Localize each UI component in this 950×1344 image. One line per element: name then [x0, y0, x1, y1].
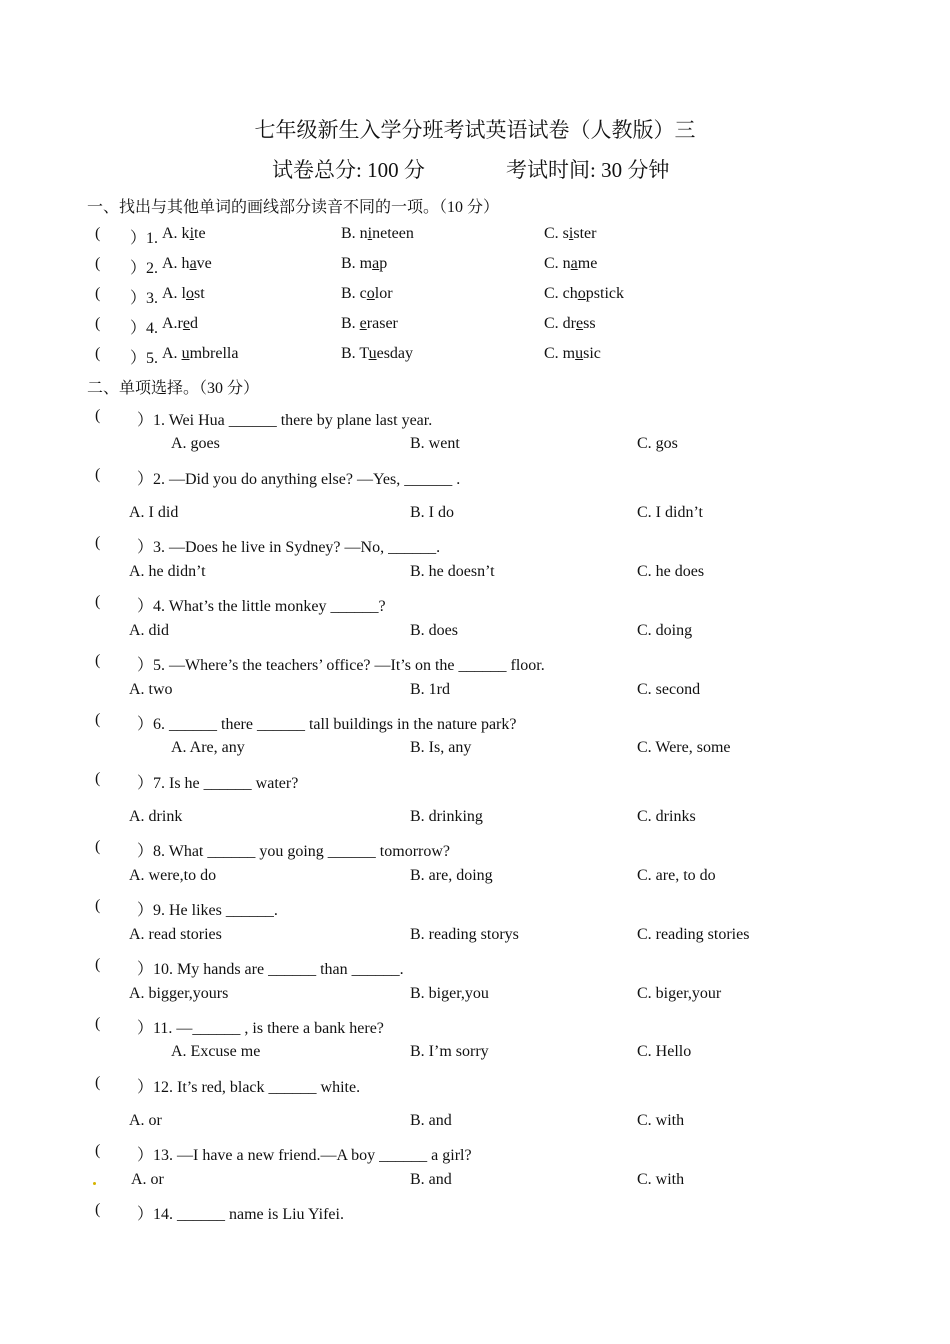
- option-c: C. with: [637, 1112, 685, 1129]
- option-a: A. two: [129, 681, 173, 698]
- question-text: ）14. ______ name is Liu Yifei.: [137, 1206, 344, 1223]
- question-number: ）4.: [130, 320, 159, 337]
- option-c: C. I didn’t: [637, 504, 703, 521]
- option-b: B. nineteen: [341, 225, 414, 242]
- question-text: ）1. Wei Hua ______ there by plane last year.: [137, 412, 433, 429]
- option-b: B. eraser: [341, 315, 398, 332]
- answer-paren: (: [95, 466, 101, 483]
- option-c: C. with: [637, 1171, 685, 1188]
- option-b: B. he doesn’t: [410, 563, 495, 580]
- answer-paren: (: [95, 407, 101, 424]
- option-c: C. gos: [637, 435, 678, 452]
- answer-paren: (: [95, 711, 101, 728]
- answer-paren: (: [95, 1074, 101, 1091]
- question-number: ）2.: [130, 260, 159, 277]
- section1-heading: 一、找出与其他单词的画线部分读音不同的一项。（10 分）: [87, 199, 500, 216]
- option-b: B. Tuesday: [341, 345, 414, 362]
- option-a: A. have: [162, 255, 212, 272]
- option-a: A. Excuse me: [171, 1043, 261, 1060]
- option-a: A. were,to do: [129, 867, 217, 884]
- question-text: ）2. —Did you do anything else? —Yes, ______ .: [137, 471, 461, 488]
- answer-paren: (: [95, 1015, 101, 1032]
- answer-paren: (: [95, 1201, 101, 1218]
- option-c: C. chopstick: [544, 285, 624, 302]
- page-title: 七年级新生入学分班考试英语试卷（人教版）三: [254, 118, 696, 142]
- answer-paren: (: [95, 770, 101, 787]
- answer-paren: (: [95, 285, 101, 302]
- stray-dot-mark: [93, 1182, 96, 1185]
- answer-paren: (: [95, 255, 101, 272]
- option-a: A. or: [129, 1112, 162, 1129]
- question-text: ）4. What’s the little monkey ______?: [137, 598, 386, 615]
- option-a: A. he didn’t: [129, 563, 206, 580]
- question-number: ）1.: [130, 230, 159, 247]
- question-text: ）3. —Does he live in Sydney? —No, ______.: [137, 539, 441, 556]
- option-a: A. or: [131, 1171, 164, 1188]
- answer-paren: (: [95, 897, 101, 914]
- option-b: B. went: [410, 435, 460, 452]
- option-c: C. sister: [544, 225, 597, 242]
- option-b: B. Is, any: [410, 739, 472, 756]
- answer-paren: (: [95, 1142, 101, 1159]
- section2-heading: 二、单项选择。（30 分）: [87, 380, 260, 397]
- option-b: B. reading storys: [410, 926, 519, 943]
- question-text: ）7. Is he ______ water?: [137, 775, 299, 792]
- option-c: C. biger,your: [637, 985, 722, 1002]
- option-c: C. are, to do: [637, 867, 716, 884]
- question-text: ）5. —Where’s the teachers’ office? —It’s on the ______ floor.: [137, 657, 545, 674]
- option-c: C. drinks: [637, 808, 696, 825]
- option-a: A. read stories: [129, 926, 222, 943]
- option-b: B. drinking: [410, 808, 483, 825]
- answer-paren: (: [95, 838, 101, 855]
- option-c: C. Were, some: [637, 739, 731, 756]
- answer-paren: (: [95, 593, 101, 610]
- option-a: A. umbrella: [162, 345, 239, 362]
- question-number: ）3.: [130, 290, 159, 307]
- answer-paren: (: [95, 652, 101, 669]
- option-a: A. did: [129, 622, 169, 639]
- option-c: C. he does: [637, 563, 705, 580]
- question-text: ）10. My hands are ______ than ______.: [137, 961, 404, 978]
- question-number: ）5.: [130, 350, 159, 367]
- option-b: B. map: [341, 255, 388, 272]
- option-a: A. I did: [129, 504, 179, 521]
- question-text: ）6. ______ there ______ tall buildings in the nature park?: [137, 716, 517, 733]
- answer-paren: (: [95, 534, 101, 551]
- question-text: ）8. What ______ you going ______ tomorrow?: [137, 843, 451, 860]
- question-text: ）9. He likes ______.: [137, 902, 278, 919]
- option-b: B. are, doing: [410, 867, 493, 884]
- option-a: A. drink: [129, 808, 183, 825]
- option-b: B. color: [341, 285, 393, 302]
- answer-paren: (: [95, 345, 101, 362]
- option-a: A. goes: [171, 435, 220, 452]
- option-b: B. does: [410, 622, 458, 639]
- option-c: C. doing: [637, 622, 693, 639]
- option-c: C. dress: [544, 315, 596, 332]
- option-b: B. and: [410, 1112, 452, 1129]
- exam-time: 考试时间: 30 分钟: [506, 158, 670, 182]
- option-a: A.red: [162, 315, 198, 332]
- option-b: B. I’m sorry: [410, 1043, 489, 1060]
- option-c: C. reading stories: [637, 926, 750, 943]
- option-c: C. name: [544, 255, 598, 272]
- total-score: 试卷总分: 100 分: [272, 158, 425, 182]
- option-c: C. music: [544, 345, 601, 362]
- option-b: B. I do: [410, 504, 454, 521]
- answer-paren: (: [95, 315, 101, 332]
- answer-paren: (: [95, 956, 101, 973]
- answer-paren: (: [95, 225, 101, 242]
- question-text: ）12. It’s red, black ______ white.: [137, 1079, 361, 1096]
- option-a: A. kite: [162, 225, 206, 242]
- option-c: C. second: [637, 681, 701, 698]
- option-b: B. biger,you: [410, 985, 489, 1002]
- option-b: B. and: [410, 1171, 452, 1188]
- option-a: A. Are, any: [171, 739, 245, 756]
- option-c: C. Hello: [637, 1043, 692, 1060]
- question-text: ）13. —I have a new friend.—A boy ______ a girl?: [137, 1147, 472, 1164]
- question-text: ）11. —______ , is there a bank here?: [137, 1020, 384, 1037]
- option-b: B. 1rd: [410, 681, 450, 698]
- option-a: A. bigger,yours: [129, 985, 229, 1002]
- option-a: A. lost: [162, 285, 205, 302]
